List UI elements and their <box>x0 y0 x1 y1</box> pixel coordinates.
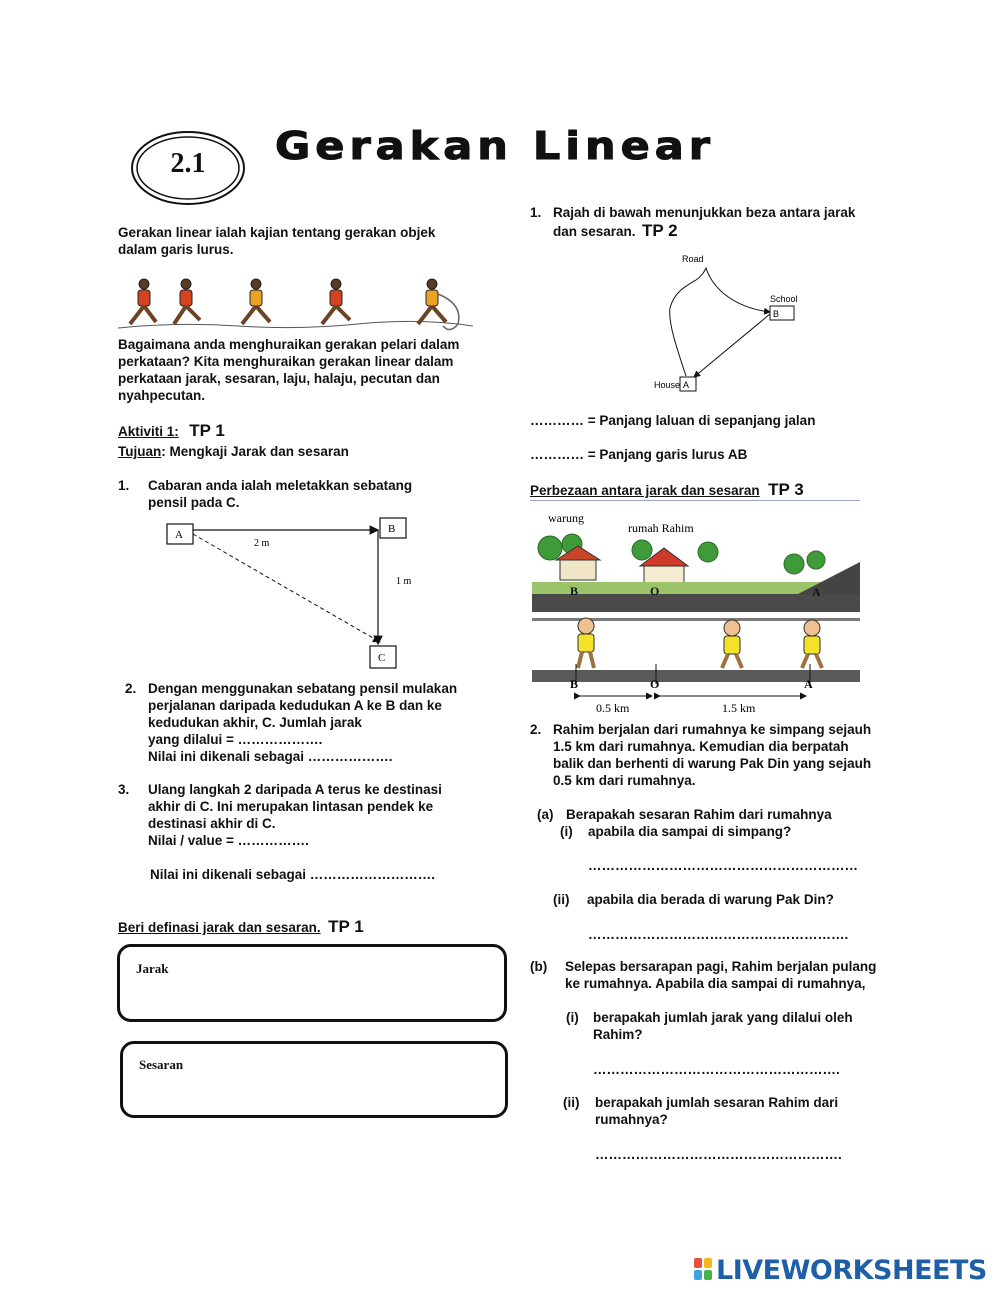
abc-diagram <box>160 512 420 672</box>
lower-a-label: A <box>804 677 813 691</box>
def1-line: ………… = Panjang laluan di sepanjang jalan <box>530 413 816 428</box>
q1-number: 1. <box>530 205 542 220</box>
lower-b-label: B <box>570 677 579 691</box>
page-title: Gerakan Linear <box>275 124 716 169</box>
aim-line <box>118 443 349 460</box>
jarak-answer-box <box>117 944 507 1022</box>
runner-3 <box>242 279 270 324</box>
qb-i-text: berapakah jumlah jarak yang dilalui oleh Rahim? <box>593 1010 853 1042</box>
qa-text: Berapakah sesaran Rahim dari rumahnya <box>566 807 832 822</box>
qa-i-dots: …………………………………………………… <box>588 858 858 873</box>
step3-name-line: Nilai ini dikenali sebagai ………………………. <box>150 867 436 882</box>
q2-number: 2. <box>530 722 542 737</box>
lower-o-label: O <box>650 677 660 691</box>
diff-tp: TP 3 <box>768 480 804 499</box>
activity-tp: TP 1 <box>189 421 225 440</box>
step1-number: 1. <box>118 478 130 493</box>
runner-1 <box>130 279 156 324</box>
distance-bo: 0.5 km <box>596 701 630 715</box>
aim-text: : Mengkaji Jarak dan sesaran <box>161 444 349 459</box>
step3-value-input[interactable] <box>248 829 332 849</box>
walker-1 <box>578 618 594 668</box>
step2-total-line: yang dilalui = ………………. <box>148 732 323 747</box>
qa-ii-text: apabila dia berada di warung Pak Din? <box>587 892 834 907</box>
logo-text: LIVEWORKSHEETS <box>716 1255 987 1286</box>
q1-line2 <box>553 221 678 241</box>
qb-text: Selepas bersarapan pagi, Rahim berjalan pulang ke rumahnya. Apabila dia sampai di rumahnya, <box>565 959 877 991</box>
walker-2 <box>722 620 742 668</box>
qb-ii-answer[interactable] <box>595 1141 877 1161</box>
diff-label: Perbezaan antara jarak dan sesaran <box>530 483 760 498</box>
step2-name-line: Nilai ini dikenali sebagai ………………. <box>148 749 393 764</box>
warung-building <box>556 546 600 580</box>
ac-arrow <box>193 534 380 642</box>
sesaran-answer-box <box>120 1041 508 1118</box>
ab-length: 2 m <box>254 538 270 549</box>
route-map <box>648 250 808 398</box>
house-label: House <box>654 380 681 390</box>
intro-text: Gerakan linear ialah kajian tentang gerakan objek dalam garis lurus. <box>118 225 436 257</box>
point-c-label: C <box>378 652 386 664</box>
sesaran-answer-input[interactable] <box>137 1070 491 1107</box>
qa-label: (a) <box>537 807 554 822</box>
step3-number: 3. <box>118 782 130 797</box>
school-b-label: B <box>773 309 780 319</box>
point-a-label: A <box>175 529 183 541</box>
rumah-label: rumah Rahim <box>628 521 694 535</box>
qb-label: (b) <box>530 959 548 974</box>
village-scene <box>532 508 860 718</box>
activity-label: Aktiviti 1: <box>118 424 179 439</box>
qb-i-answer[interactable] <box>593 1056 875 1076</box>
qb-ii-dots: ………………………………………………. <box>595 1147 842 1162</box>
runner-4 <box>322 279 350 324</box>
qa-ii-answer[interactable] <box>588 921 872 941</box>
q1-line1: Rajah di bawah menunjukkan beza antara jarak <box>553 205 856 220</box>
logo-badge-icon <box>694 1258 712 1280</box>
step2-text: Dengan menggunakan sebatang pensil mulakan perjalanan daripada kedudukan A ke B dan ke kedudukan akhir, C. Jumlah jarak <box>148 681 458 730</box>
def2-input[interactable] <box>528 443 594 463</box>
step3-value-line: Nilai / value = ……………. <box>148 833 309 848</box>
diff-heading <box>530 480 860 501</box>
qb-i-label: (i) <box>566 1010 579 1025</box>
section-number: 2.1 <box>170 148 206 179</box>
step3-name-input[interactable] <box>322 863 466 883</box>
section-badge <box>130 130 246 206</box>
def1-input[interactable] <box>528 409 594 429</box>
define-label: Beri definasi jarak dan sesaran. <box>118 920 321 935</box>
warung-label: warung <box>548 511 584 525</box>
qb-ii-label: (ii) <box>563 1095 580 1110</box>
upper-a-label: A <box>812 585 821 599</box>
runners-image <box>118 274 473 336</box>
house-a-label: A <box>683 380 690 390</box>
activity-heading <box>118 421 225 441</box>
school-label: School <box>770 294 798 304</box>
q1-line2-text: dan sesaran. <box>553 224 636 239</box>
qa-i-label: (i) <box>560 824 573 839</box>
qa-i-text: apabila dia sampai di simpang? <box>588 824 792 839</box>
distance-oa: 1.5 km <box>722 701 756 715</box>
liveworksheets-logo <box>694 1255 994 1285</box>
bc-length: 1 m <box>396 576 412 587</box>
q2-text: Rahim berjalan dari rumahnya ke simpang sejauh 1.5 km dari rumahnya. Kemudian dia berpatah balik dan berhenti di warung Pak Din yang sejauh 0.5 km dari rumahnya. <box>553 722 872 788</box>
q1-tp: TP 2 <box>642 221 678 240</box>
upper-road <box>532 594 860 612</box>
step1-text: Cabaran anda ialah meletakkan sebatang pensil pada C. <box>148 478 413 510</box>
step2-number: 2. <box>125 681 137 696</box>
qb-i-dots: ………………………………………………. <box>593 1062 840 1077</box>
road-path <box>670 268 770 376</box>
jarak-label: Jarak <box>136 961 169 976</box>
qa-ii-dots: …………………………………………………. <box>588 927 849 942</box>
qb-ii-text: berapakah jumlah sesaran Rahim dari rumahnya? <box>595 1095 839 1127</box>
runner-2 <box>174 279 200 324</box>
define-tp: TP 1 <box>328 917 364 936</box>
displacement-arrow <box>694 314 770 377</box>
jarak-answer-input[interactable] <box>134 973 490 1011</box>
aim-label: Tujuan <box>118 444 162 459</box>
upper-o-label: O <box>650 584 660 598</box>
point-b-label: B <box>388 523 396 535</box>
qa-ii-label: (ii) <box>553 892 570 907</box>
qa-i-answer[interactable] <box>588 852 882 872</box>
step2-name-input[interactable] <box>296 745 418 765</box>
def2-line: ………… = Panjang garis lurus AB <box>530 447 748 462</box>
road-label: Road <box>682 254 704 264</box>
walker-3 <box>802 620 822 668</box>
define-heading <box>118 917 364 937</box>
step3-text: Ulang langkah 2 daripada A terus ke destinasi akhir di C. Ini merupakan lintasan pendek ke destinasi akhir di C. <box>148 782 442 831</box>
sesaran-label: Sesaran <box>139 1057 184 1072</box>
question-text: Bagaimana anda menghuraikan gerakan pelari dalam perkataan? Kita menghuraikan gerakan linear dalam perkataan jarak, sesaran, laju, halaju, pecutan dan nyahpecutan. <box>118 337 460 403</box>
upper-b-label: B <box>570 584 579 598</box>
